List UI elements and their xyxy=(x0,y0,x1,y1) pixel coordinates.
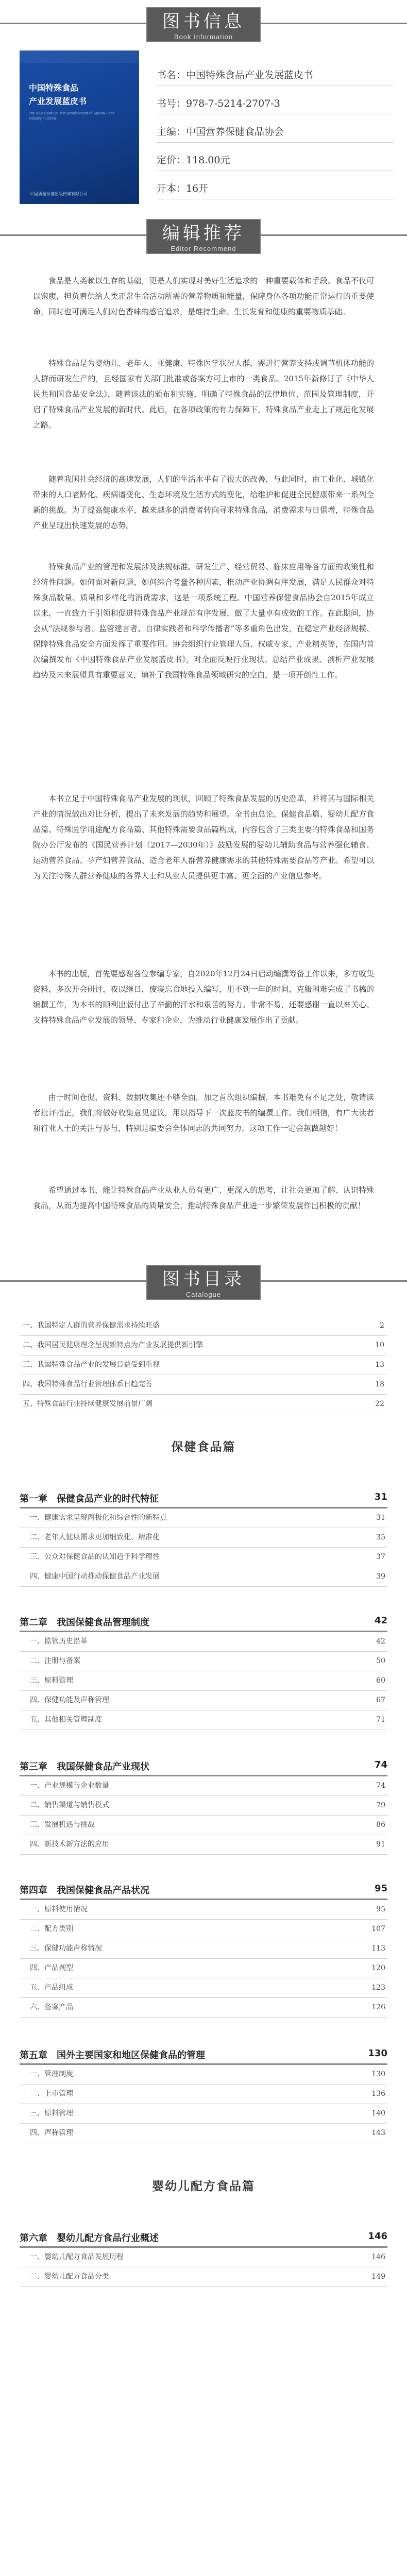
toc-overview-list xyxy=(20,1316,387,1414)
toc-item[interactable]: 三、我国特殊食品产业的发展日益受到重视 13 xyxy=(20,1355,387,1375)
toc-subitem[interactable]: 一、婴幼儿配方食品发展历程 146 xyxy=(20,2248,387,2267)
toc-subitem[interactable]: 二、婴幼儿配方食品分类 149 xyxy=(20,2267,387,2287)
toc-subitem[interactable]: 四、新技术新方法的应用 91 xyxy=(20,1835,387,1855)
paragraph: 特殊食品是为婴幼儿、老年人、亚健康、特殊医学状况人群，需进行营养支持或调节机体功能的人群而研发生产的，且经国家有关部门批准或备案方可上市的一类食品。2015年新修订了《中华人民共和国食品安全法》，随着该法的颁布和实施，明确了特殊食品的法律地位、范围及管理制度，开启了特殊食品产业发展的新时代。此后，在各项政策的有力保障下，特殊食品产业走上了规范化发展之路。 xyxy=(33,359,374,430)
toc-chapter xyxy=(20,1615,387,1730)
paragraph: 希望通过本书，能让特殊食品产业从业人员有更广、更深入的思考，让社会更加了解、认识特殊食品，从而为提高中国特殊食品的质量安全，推动特殊食品产业进一步繁荣发展作出积极的贡献！ xyxy=(33,1185,374,1210)
toc-subitem[interactable]: 五、其他相关管理制度 71 xyxy=(20,1710,387,1730)
paragraph: 特殊食品产业的管理和发展涉及法规标准、研发生产、经营贸易、临床应用等各方面的政策性和经济性问题。如何面对新问题，如何综合考量各种因素，推动产业协调有序发展，满足人民群众对特殊食品数量、质量和多样化的消费需求，这是一项系统工程。中国营养保健食品协会自2015年成立以来，一直致力于引领和促进特殊食品产业规范有序发展，做了大量卓有成效的工作。在此期间，协会从“法规参与者、监管建言者、自律实践者和科学传播者”等多重角色出发，在稳定产业经济规模、保障特殊食品安全方面发挥了重要作用。协会组织行业管理人员、权威专家、产业精英等，在国内首次编撰发布《中国特殊食品产业发展蓝皮书》，对全面反映行业现状、总结产业成果、剖析产业发展趋势及未来展望具有重要意义，填补了我国特殊食品领域研究的空白，是一项开创性工作。 xyxy=(33,562,374,680)
toc-subitem[interactable]: 四、保健功能及声称管理 67 xyxy=(20,1691,387,1710)
toc-item[interactable]: 五、特殊食品行业持续健康发展前景广阔 22 xyxy=(20,1395,387,1414)
part-title-health-food: 保健食品篇 xyxy=(171,1440,236,1454)
section-title: 图书信息 xyxy=(162,11,245,32)
banner-box xyxy=(146,1265,261,1300)
toc-subitem[interactable]: 一、管理制度 130 xyxy=(20,2065,387,2084)
book-info-list xyxy=(157,66,394,199)
section-subtitle: Editor Recommend xyxy=(171,245,236,252)
toc-subitem[interactable]: 二、注册与备案 50 xyxy=(20,1652,387,1671)
cover-english-title: The Blue Book On The Development Of Special Food Industry In China xyxy=(29,112,115,121)
toc-subitem[interactable]: 三、公众对保健食品的认知趋于科学理性 37 xyxy=(20,1548,387,1567)
toc-subitem[interactable]: 二、老年人健康需求更加细致化、精准化 35 xyxy=(20,1528,387,1548)
toc-subitem[interactable]: 四、声称管理 143 xyxy=(20,2124,387,2143)
section-title: 图书目录 xyxy=(162,1269,245,1290)
toc-subitem[interactable]: 三、保健功能声称情况 113 xyxy=(20,1939,387,1959)
book-editor: 主编：中国营养保健食品协会 xyxy=(157,123,394,143)
toc-chapter xyxy=(20,1759,387,1855)
toc-subitem[interactable]: 二、上市管理 136 xyxy=(20,2084,387,2104)
chapter-heading[interactable]: 第一章 保健食品产业的时代特征 31 xyxy=(20,1492,387,1504)
book-price: 定价：118.00元 xyxy=(157,151,394,171)
paragraph: 食品是人类赖以生存的基础，更是人们实现对美好生活追求的一种重要载体和手段。食品不仅可以饱腹，担负着供给人类正常生命活动所需的营养物质和能量，保障身体各项功能正常运行的重要使命，同时也可满足人们对色香味的感官追求，是维持生命、生长发育和健康的重要物质基础。 xyxy=(33,276,374,316)
recommend-banner xyxy=(0,219,407,260)
chapter-heading[interactable]: 第三章 我国保健食品产业现状 74 xyxy=(20,1759,387,1772)
toc-subitem[interactable]: 四、产品剂型 120 xyxy=(20,1959,387,1978)
cover-title: 中国特殊食品 产业发展蓝皮书 xyxy=(29,83,87,106)
chapter-heading[interactable]: 第六章 婴幼儿配方食品行业概述 146 xyxy=(20,2231,387,2244)
toc-subitem[interactable]: 一、健康需求呈现两极化和综合性的新特点 31 xyxy=(20,1509,387,1528)
book-cover xyxy=(20,50,139,204)
paragraph: 随着我国社会经济的高速发展，人们的生活水平有了很大的改善，与此同时，由工业化、城镇化带来的人口老龄化、疾病谱变化、生态环境及生活方式的变化，给维护和促进全民健康带来一系列全新的挑战。为了提高健康水平，越来越多的消费者转向寻求特殊食品，消费需求与日俱增，特殊食品产业呈现出快速发展的态势。 xyxy=(33,474,374,530)
banner-box xyxy=(146,219,261,254)
toc-subitem[interactable]: 二、销售渠道与销售模式 79 xyxy=(20,1796,387,1816)
toc-subitem[interactable]: 三、原料管理 60 xyxy=(20,1671,387,1691)
chapter-heading[interactable]: 第四章 我国保健食品产品状况 95 xyxy=(20,1883,387,1896)
toc-chapter xyxy=(20,2231,387,2287)
chapter-heading[interactable]: 第五章 国外主要国家和地区保健食品的管理 130 xyxy=(20,2048,387,2061)
toc-subitem[interactable]: 一、原料使用情况 95 xyxy=(20,1900,387,1920)
toc-subitem[interactable]: 六、备案产品 126 xyxy=(20,1998,387,2018)
cover-publisher: 中国质量标准出版传媒有限公司 xyxy=(30,192,88,196)
paragraph: 本书的出版，首先要感谢各位参编专家，自2020年12月24日启动编撰筹备工作以来，多方收集资料，多次开会研讨，夜以继日，废寝忘食地投入编写，用不到一年的时间，克服困难完成了书稿的编撰工作，为本书的顺利出版付出了辛勤的汗水和艰苦的努力。非常不易，还要感谢一直以来关心、支持特殊食品产业发展的领导、专家和企业，为推动行业健康发展作出了贡献。 xyxy=(33,969,374,1025)
banner-box xyxy=(146,7,261,42)
toc-subitem[interactable]: 二、配方类别 107 xyxy=(20,1920,387,1939)
chapter-heading[interactable]: 第二章 我国保健食品管理制度 42 xyxy=(20,1615,387,1628)
section-title: 编辑推荐 xyxy=(162,223,245,244)
toc-banner xyxy=(0,1265,407,1306)
book-title: 书名：中国特殊食品产业发展蓝皮书 xyxy=(157,66,394,86)
section-subtitle: Book Information xyxy=(174,33,233,41)
paragraph: 本书立足于中国特殊食品产业发展的现状，回顾了特殊食品发展的历史沿革，并将其与国际相关产业的情况做出对比分析，提出了未来发展的趋势和展望。全书由总论、保健食品篇、婴幼儿配方食品篇、特殊医学用途配方食品篇、其他特殊需要食品篇构成，内容包含了三类主要的特殊食品和国务院办公厅发布的《国民营养计划（2017—2030年）》鼓励发展的婴幼儿辅助食品与营养强化辅食、运动营养食品、孕产妇营养食品、适合老年人群营养健康需求的其他特殊需要食品等产业。希望可以为关注特殊人群营养健康的各界人士和从业人员提供更丰富、更全面的产业信息参考。 xyxy=(33,794,374,880)
toc-chapter xyxy=(20,1883,387,2018)
section-subtitle: Catalogue xyxy=(185,1291,222,1298)
toc-subitem[interactable]: 五、产品组成 123 xyxy=(20,1978,387,1998)
toc-subitem[interactable]: 一、监管历史沿革 42 xyxy=(20,1632,387,1652)
toc-item[interactable]: 一、我国特定人群的营养保健需求持续旺盛 2 xyxy=(20,1316,387,1336)
toc-subitem[interactable]: 一、产业规模与企业数量 74 xyxy=(20,1776,387,1796)
toc-chapter xyxy=(20,2048,387,2143)
toc-item[interactable]: 四、我国特殊食品行业管理体系日趋完善 18 xyxy=(20,1375,387,1395)
toc-subitem[interactable]: 四、健康中国行动推动保健食品产业发展 39 xyxy=(20,1567,387,1587)
toc-chapter xyxy=(20,1492,387,1587)
toc-item[interactable]: 二、我国居民健康理念呈现新特点为产业发展提供新引擎 10 xyxy=(20,1336,387,1355)
book-isbn: 书号：978-7-5214-2707-3 xyxy=(157,94,394,114)
toc-subitem[interactable]: 三、原料管理 140 xyxy=(20,2104,387,2124)
book-info-banner xyxy=(0,7,407,48)
part-title-infant-formula: 婴幼儿配方食品篇 xyxy=(152,2180,255,2193)
toc-subitem[interactable]: 三、发展机遇与挑战 86 xyxy=(20,1816,387,1835)
book-format: 开本：16开 xyxy=(157,179,394,199)
paragraph: 由于时间仓促，资料、数据收集还不够全面，加之首次组织编撰，本书难免有不足之处，敬请读者批评指正，我们将做好收集意见建议，用以指导下一次蓝皮书的编撰工作。我们相信，有广大读者和行业人士的关注与参与，特别是编委会全体同志的共同努力，这项工作一定会越做越好！ xyxy=(33,1093,374,1133)
